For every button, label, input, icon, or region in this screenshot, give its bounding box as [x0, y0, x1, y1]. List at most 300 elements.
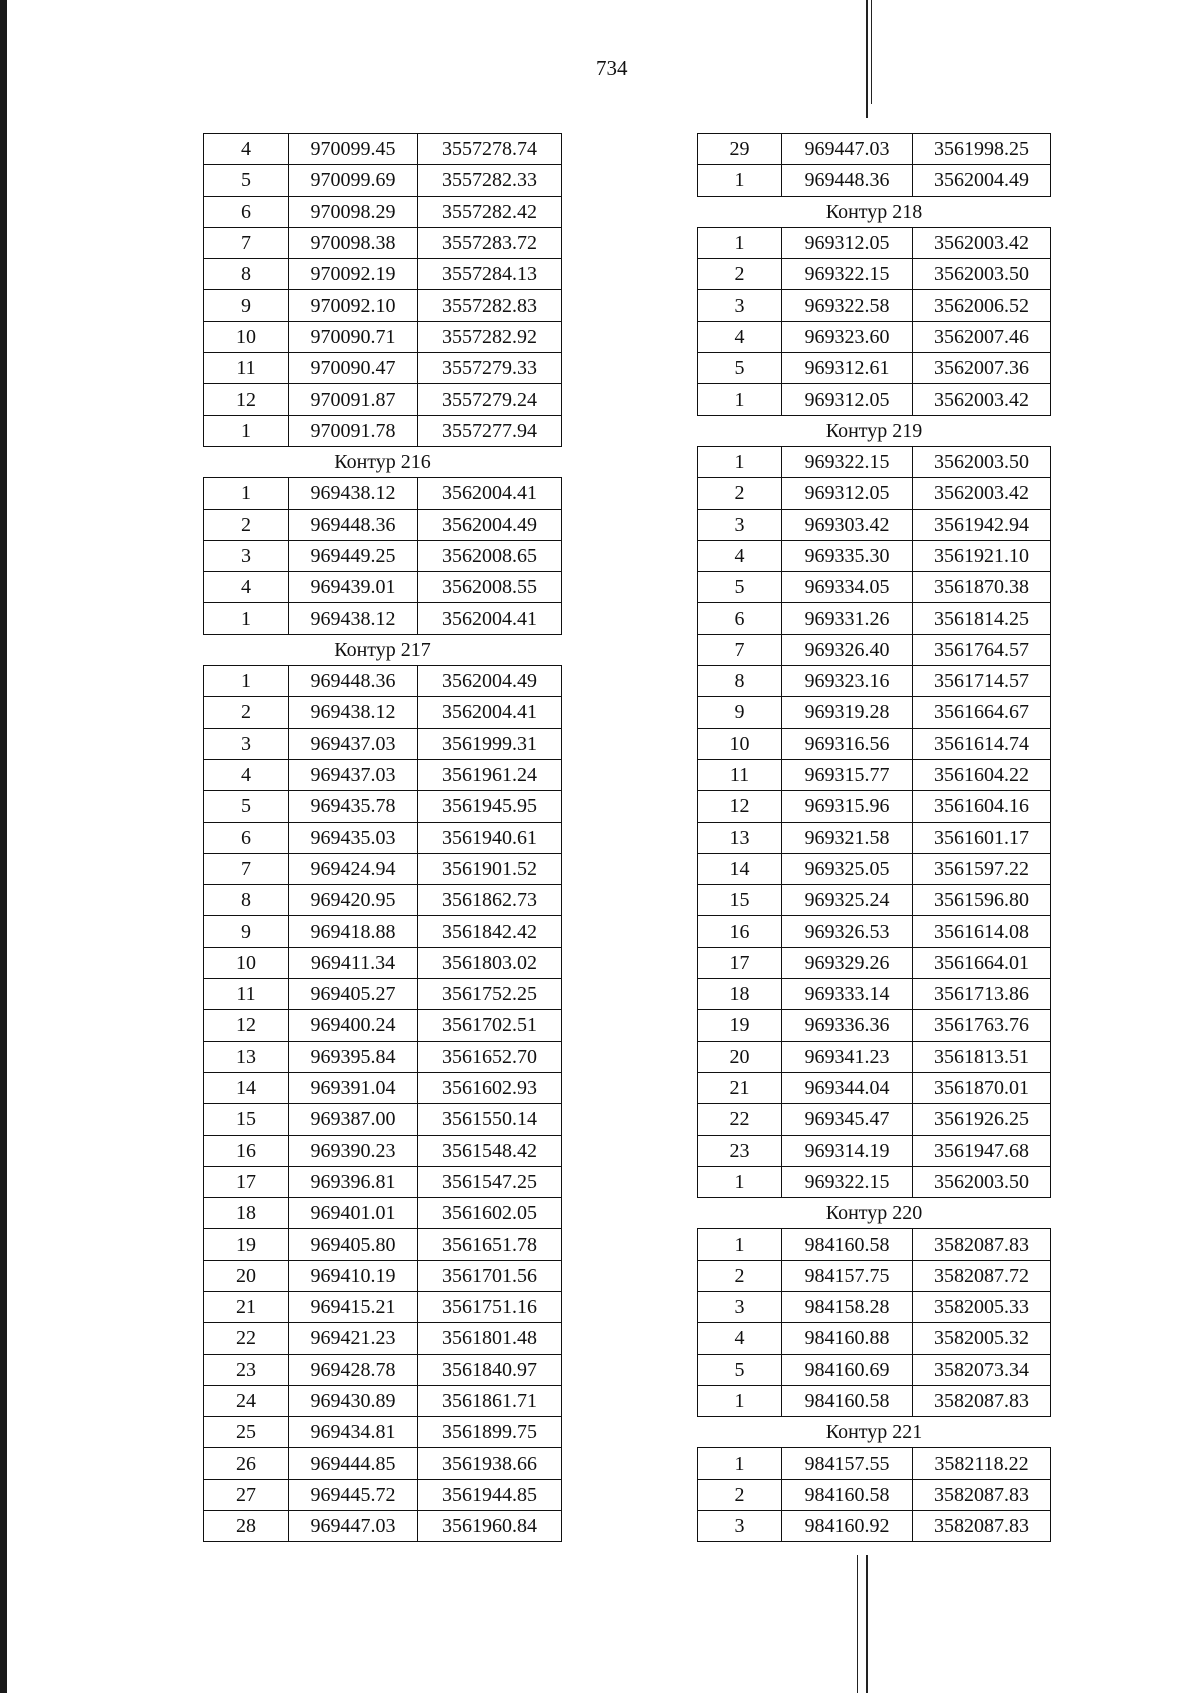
y-coordinate-cell: 3561901.52: [418, 853, 562, 884]
y-coordinate-cell: 3561861.71: [418, 1385, 562, 1416]
table-row: [204, 791, 562, 822]
point-number-cell: 14: [204, 1072, 289, 1103]
y-coordinate-cell: 3562003.50: [913, 1166, 1051, 1197]
table-row: [204, 697, 562, 728]
table-row: [698, 1260, 1051, 1291]
x-coordinate-cell: 970092.10: [289, 290, 418, 321]
contour-label: Контур 216: [204, 446, 562, 477]
point-number-cell: 4: [204, 572, 289, 603]
y-coordinate-cell: 3561651.78: [418, 1229, 562, 1260]
y-coordinate-cell: 3557279.33: [418, 353, 562, 384]
y-coordinate-cell: 3561942.94: [913, 509, 1051, 540]
table-row: [204, 134, 562, 165]
point-number-cell: 12: [204, 384, 289, 415]
x-coordinate-cell: 969344.04: [782, 1072, 913, 1103]
table-row: [698, 1291, 1051, 1322]
x-coordinate-cell: 984157.75: [782, 1260, 913, 1291]
point-number-cell: 10: [204, 947, 289, 978]
table-row: [698, 666, 1051, 697]
point-number-cell: 9: [204, 290, 289, 321]
point-number-cell: 5: [698, 1354, 782, 1385]
table-row: [698, 290, 1051, 321]
table-row: [204, 916, 562, 947]
table-row: [698, 1479, 1051, 1510]
point-number-cell: 12: [204, 1010, 289, 1041]
point-number-cell: 18: [698, 979, 782, 1010]
table-row: [698, 353, 1051, 384]
point-number-cell: 17: [204, 1166, 289, 1197]
x-coordinate-cell: 969396.81: [289, 1166, 418, 1197]
y-coordinate-cell: 3561944.85: [418, 1479, 562, 1510]
table-row: [204, 1041, 562, 1072]
y-coordinate-cell: 3561998.25: [913, 134, 1051, 165]
table-row: [698, 822, 1051, 853]
y-coordinate-cell: 3561945.95: [418, 791, 562, 822]
y-coordinate-cell: 3557279.24: [418, 384, 562, 415]
point-number-cell: 11: [698, 759, 782, 790]
y-coordinate-cell: 3582087.83: [913, 1479, 1051, 1510]
table-row: [204, 290, 562, 321]
y-coordinate-cell: 3561548.42: [418, 1135, 562, 1166]
table-row: [698, 697, 1051, 728]
y-coordinate-cell: 3562003.42: [913, 384, 1051, 415]
y-coordinate-cell: 3582118.22: [913, 1448, 1051, 1479]
point-number-cell: 29: [698, 134, 782, 165]
coordinates-table-right-body: [698, 134, 1051, 1542]
x-coordinate-cell: 969438.12: [289, 697, 418, 728]
y-coordinate-cell: 3557277.94: [418, 415, 562, 446]
table-row: [204, 478, 562, 509]
x-coordinate-cell: 969421.23: [289, 1323, 418, 1354]
binding-mark-top-2: [871, 0, 872, 104]
y-coordinate-cell: 3561602.93: [418, 1072, 562, 1103]
coordinates-table-left: [203, 133, 562, 1542]
y-coordinate-cell: 3561801.48: [418, 1323, 562, 1354]
point-number-cell: 6: [204, 196, 289, 227]
page-number: 734: [596, 56, 628, 80]
x-coordinate-cell: 969447.03: [289, 1511, 418, 1542]
binding-mark-bottom: [857, 1555, 858, 1693]
table-row: [698, 634, 1051, 665]
table-row: [698, 227, 1051, 258]
point-number-cell: 6: [204, 822, 289, 853]
table-row: [698, 728, 1051, 759]
x-coordinate-cell: 984160.69: [782, 1354, 913, 1385]
y-coordinate-cell: 3557284.13: [418, 259, 562, 290]
point-number-cell: 1: [698, 165, 782, 196]
table-row: [698, 384, 1051, 415]
point-number-cell: 3: [204, 728, 289, 759]
coordinates-table-left-body: [204, 134, 562, 1542]
y-coordinate-cell: 3561614.74: [913, 728, 1051, 759]
contour-label: Контур 219: [698, 415, 1051, 446]
point-number-cell: 8: [204, 259, 289, 290]
binding-mark-top: [866, 0, 868, 118]
x-coordinate-cell: 969322.58: [782, 290, 913, 321]
y-coordinate-cell: 3557282.83: [418, 290, 562, 321]
point-number-cell: 9: [204, 916, 289, 947]
table-row: [204, 227, 562, 258]
y-coordinate-cell: 3561862.73: [418, 885, 562, 916]
y-coordinate-cell: 3561940.61: [418, 822, 562, 853]
y-coordinate-cell: 3561596.80: [913, 885, 1051, 916]
table-row: [698, 1448, 1051, 1479]
x-coordinate-cell: 969415.21: [289, 1291, 418, 1322]
point-number-cell: 13: [698, 822, 782, 853]
y-coordinate-cell: 3562003.42: [913, 478, 1051, 509]
point-number-cell: 16: [204, 1135, 289, 1166]
y-coordinate-cell: 3561604.16: [913, 791, 1051, 822]
x-coordinate-cell: 969434.81: [289, 1417, 418, 1448]
point-number-cell: 15: [698, 885, 782, 916]
table-row: [204, 384, 562, 415]
y-coordinate-cell: 3562003.50: [913, 446, 1051, 477]
point-number-cell: 4: [698, 1323, 782, 1354]
point-number-cell: 22: [204, 1323, 289, 1354]
x-coordinate-cell: 969448.36: [782, 165, 913, 196]
x-coordinate-cell: 969418.88: [289, 916, 418, 947]
table-row: [204, 1135, 562, 1166]
y-coordinate-cell: 3562007.36: [913, 353, 1051, 384]
table-row: [698, 947, 1051, 978]
point-number-cell: 7: [204, 853, 289, 884]
contour-header-row: [204, 446, 562, 477]
point-number-cell: 3: [698, 509, 782, 540]
x-coordinate-cell: 969312.05: [782, 478, 913, 509]
contour-header-row: [698, 415, 1051, 446]
point-number-cell: 2: [698, 478, 782, 509]
point-number-cell: 23: [204, 1354, 289, 1385]
y-coordinate-cell: 3561752.25: [418, 979, 562, 1010]
table-row: [698, 603, 1051, 634]
contour-header-row: [204, 634, 562, 665]
point-number-cell: 11: [204, 979, 289, 1010]
table-row: [204, 1323, 562, 1354]
table-row: [204, 822, 562, 853]
point-number-cell: 10: [204, 321, 289, 352]
point-number-cell: 1: [204, 415, 289, 446]
y-coordinate-cell: 3561714.57: [913, 666, 1051, 697]
table-row: [204, 853, 562, 884]
table-row: [698, 791, 1051, 822]
x-coordinate-cell: 969345.47: [782, 1104, 913, 1135]
x-coordinate-cell: 969322.15: [782, 446, 913, 477]
table-row: [204, 1166, 562, 1197]
x-coordinate-cell: 969326.53: [782, 916, 913, 947]
y-coordinate-cell: 3561899.75: [418, 1417, 562, 1448]
table-row: [204, 353, 562, 384]
table-row: [698, 572, 1051, 603]
point-number-cell: 24: [204, 1385, 289, 1416]
y-coordinate-cell: 3557278.74: [418, 134, 562, 165]
table-row: [204, 321, 562, 352]
point-number-cell: 7: [698, 634, 782, 665]
y-coordinate-cell: 3561938.66: [418, 1448, 562, 1479]
y-coordinate-cell: 3557282.92: [418, 321, 562, 352]
y-coordinate-cell: 3562004.49: [418, 509, 562, 540]
table-row: [204, 885, 562, 916]
point-number-cell: 25: [204, 1417, 289, 1448]
table-row: [698, 979, 1051, 1010]
y-coordinate-cell: 3582005.32: [913, 1323, 1051, 1354]
table-row: [204, 1260, 562, 1291]
point-number-cell: 23: [698, 1135, 782, 1166]
table-row: [204, 759, 562, 790]
y-coordinate-cell: 3561764.57: [913, 634, 1051, 665]
scan-edge-bar: [0, 0, 7, 1693]
x-coordinate-cell: 970099.69: [289, 165, 418, 196]
x-coordinate-cell: 969424.94: [289, 853, 418, 884]
table-row: [204, 947, 562, 978]
point-number-cell: 5: [698, 572, 782, 603]
x-coordinate-cell: 969335.30: [782, 540, 913, 571]
table-row: [204, 259, 562, 290]
x-coordinate-cell: 970099.45: [289, 134, 418, 165]
table-row: [204, 1417, 562, 1448]
point-number-cell: 1: [698, 227, 782, 258]
point-number-cell: 2: [204, 509, 289, 540]
y-coordinate-cell: 3582073.34: [913, 1354, 1051, 1385]
point-number-cell: 1: [204, 478, 289, 509]
x-coordinate-cell: 969448.36: [289, 509, 418, 540]
x-coordinate-cell: 969390.23: [289, 1135, 418, 1166]
contour-label: Контур 220: [698, 1198, 1051, 1229]
y-coordinate-cell: 3562004.49: [418, 666, 562, 697]
x-coordinate-cell: 969315.96: [782, 791, 913, 822]
point-number-cell: 2: [698, 1479, 782, 1510]
y-coordinate-cell: 3561842.42: [418, 916, 562, 947]
table-row: [698, 1385, 1051, 1416]
y-coordinate-cell: 3562004.41: [418, 603, 562, 634]
point-number-cell: 1: [698, 1166, 782, 1197]
point-number-cell: 9: [698, 697, 782, 728]
x-coordinate-cell: 969449.25: [289, 540, 418, 571]
table-row: [698, 165, 1051, 196]
y-coordinate-cell: 3557282.33: [418, 165, 562, 196]
x-coordinate-cell: 970090.47: [289, 353, 418, 384]
x-coordinate-cell: 970091.87: [289, 384, 418, 415]
y-coordinate-cell: 3562008.65: [418, 540, 562, 571]
point-number-cell: 14: [698, 853, 782, 884]
x-coordinate-cell: 969387.00: [289, 1104, 418, 1135]
x-coordinate-cell: 969435.78: [289, 791, 418, 822]
table-row: [698, 1135, 1051, 1166]
y-coordinate-cell: 3562004.41: [418, 478, 562, 509]
x-coordinate-cell: 969401.01: [289, 1198, 418, 1229]
table-row: [204, 572, 562, 603]
table-row: [698, 885, 1051, 916]
table-row: [698, 134, 1051, 165]
x-coordinate-cell: 969435.03: [289, 822, 418, 853]
table-row: [698, 259, 1051, 290]
table-row: [698, 1323, 1051, 1354]
y-coordinate-cell: 3561947.68: [913, 1135, 1051, 1166]
contour-header-row: [698, 196, 1051, 227]
y-coordinate-cell: 3582087.83: [913, 1385, 1051, 1416]
point-number-cell: 2: [204, 697, 289, 728]
x-coordinate-cell: 970098.29: [289, 196, 418, 227]
table-row: [204, 540, 562, 571]
table-row: [698, 478, 1051, 509]
point-number-cell: 1: [698, 1229, 782, 1260]
x-coordinate-cell: 969325.05: [782, 853, 913, 884]
x-coordinate-cell: 969331.26: [782, 603, 913, 634]
y-coordinate-cell: 3561664.01: [913, 947, 1051, 978]
point-number-cell: 19: [204, 1229, 289, 1260]
table-row: [204, 1511, 562, 1542]
x-coordinate-cell: 969326.40: [782, 634, 913, 665]
table-row: [698, 1166, 1051, 1197]
y-coordinate-cell: 3561763.76: [913, 1010, 1051, 1041]
point-number-cell: 2: [698, 259, 782, 290]
point-number-cell: 22: [698, 1104, 782, 1135]
table-row: [204, 728, 562, 759]
coordinates-table-right: [697, 133, 1051, 1542]
x-coordinate-cell: 969323.60: [782, 321, 913, 352]
x-coordinate-cell: 984160.58: [782, 1479, 913, 1510]
y-coordinate-cell: 3562004.49: [913, 165, 1051, 196]
point-number-cell: 17: [698, 947, 782, 978]
x-coordinate-cell: 969444.85: [289, 1448, 418, 1479]
table-row: [698, 916, 1051, 947]
point-number-cell: 5: [698, 353, 782, 384]
table-row: [698, 1104, 1051, 1135]
point-number-cell: 4: [204, 759, 289, 790]
x-coordinate-cell: 970090.71: [289, 321, 418, 352]
point-number-cell: 3: [204, 540, 289, 571]
y-coordinate-cell: 3561602.05: [418, 1198, 562, 1229]
x-coordinate-cell: 984160.92: [782, 1511, 913, 1542]
x-coordinate-cell: 969314.19: [782, 1135, 913, 1166]
point-number-cell: 3: [698, 290, 782, 321]
point-number-cell: 1: [698, 384, 782, 415]
y-coordinate-cell: 3582005.33: [913, 1291, 1051, 1322]
table-row: [204, 1010, 562, 1041]
y-coordinate-cell: 3557283.72: [418, 227, 562, 258]
contour-label: Контур 217: [204, 634, 562, 665]
x-coordinate-cell: 969319.28: [782, 697, 913, 728]
x-coordinate-cell: 969411.34: [289, 947, 418, 978]
x-coordinate-cell: 969400.24: [289, 1010, 418, 1041]
y-coordinate-cell: 3561814.25: [913, 603, 1051, 634]
y-coordinate-cell: 3561999.31: [418, 728, 562, 759]
y-coordinate-cell: 3561701.56: [418, 1260, 562, 1291]
y-coordinate-cell: 3561597.22: [913, 853, 1051, 884]
point-number-cell: 4: [204, 134, 289, 165]
y-coordinate-cell: 3561961.24: [418, 759, 562, 790]
y-coordinate-cell: 3561803.02: [418, 947, 562, 978]
table-row: [698, 853, 1051, 884]
y-coordinate-cell: 3562003.42: [913, 227, 1051, 258]
x-coordinate-cell: 984160.58: [782, 1229, 913, 1260]
point-number-cell: 5: [204, 165, 289, 196]
point-number-cell: 4: [698, 540, 782, 571]
point-number-cell: 3: [698, 1511, 782, 1542]
point-number-cell: 28: [204, 1511, 289, 1542]
x-coordinate-cell: 969405.27: [289, 979, 418, 1010]
table-row: [204, 1291, 562, 1322]
y-coordinate-cell: 3562008.55: [418, 572, 562, 603]
y-coordinate-cell: 3562004.41: [418, 697, 562, 728]
table-row: [204, 165, 562, 196]
point-number-cell: 21: [698, 1072, 782, 1103]
point-number-cell: 10: [698, 728, 782, 759]
y-coordinate-cell: 3561652.70: [418, 1041, 562, 1072]
y-coordinate-cell: 3561702.51: [418, 1010, 562, 1041]
x-coordinate-cell: 969395.84: [289, 1041, 418, 1072]
x-coordinate-cell: 969437.03: [289, 759, 418, 790]
x-coordinate-cell: 969341.23: [782, 1041, 913, 1072]
table-row: [698, 1354, 1051, 1385]
point-number-cell: 7: [204, 227, 289, 258]
table-row: [204, 603, 562, 634]
point-number-cell: 6: [698, 603, 782, 634]
table-row: [698, 1511, 1051, 1542]
x-coordinate-cell: 969325.24: [782, 885, 913, 916]
table-row: [698, 1010, 1051, 1041]
contour-label: Контур 221: [698, 1417, 1051, 1448]
point-number-cell: 1: [698, 1448, 782, 1479]
x-coordinate-cell: 969437.03: [289, 728, 418, 759]
point-number-cell: 8: [698, 666, 782, 697]
contour-header-row: [698, 1417, 1051, 1448]
x-coordinate-cell: 984157.55: [782, 1448, 913, 1479]
y-coordinate-cell: 3561921.10: [913, 540, 1051, 571]
table-row: [698, 1229, 1051, 1260]
x-coordinate-cell: 970098.38: [289, 227, 418, 258]
point-number-cell: 5: [204, 791, 289, 822]
y-coordinate-cell: 3582087.72: [913, 1260, 1051, 1291]
point-number-cell: 1: [204, 603, 289, 634]
point-number-cell: 1: [698, 446, 782, 477]
x-coordinate-cell: 969405.80: [289, 1229, 418, 1260]
y-coordinate-cell: 3561604.22: [913, 759, 1051, 790]
x-coordinate-cell: 970092.19: [289, 259, 418, 290]
y-coordinate-cell: 3561751.16: [418, 1291, 562, 1322]
table-row: [204, 1072, 562, 1103]
table-row: [204, 509, 562, 540]
x-coordinate-cell: 969447.03: [782, 134, 913, 165]
table-row: [698, 540, 1051, 571]
x-coordinate-cell: 969312.05: [782, 227, 913, 258]
y-coordinate-cell: 3582087.83: [913, 1229, 1051, 1260]
table-row: [204, 1354, 562, 1385]
y-coordinate-cell: 3561870.38: [913, 572, 1051, 603]
point-number-cell: 26: [204, 1448, 289, 1479]
y-coordinate-cell: 3557282.42: [418, 196, 562, 227]
x-coordinate-cell: 984158.28: [782, 1291, 913, 1322]
x-coordinate-cell: 969316.56: [782, 728, 913, 759]
x-coordinate-cell: 969410.19: [289, 1260, 418, 1291]
y-coordinate-cell: 3561614.08: [913, 916, 1051, 947]
table-row: [698, 509, 1051, 540]
table-row: [204, 1104, 562, 1135]
y-coordinate-cell: 3561547.25: [418, 1166, 562, 1197]
x-coordinate-cell: 969391.04: [289, 1072, 418, 1103]
table-row: [698, 321, 1051, 352]
x-coordinate-cell: 969323.16: [782, 666, 913, 697]
binding-mark-bottom-2: [866, 1555, 868, 1693]
table-row: [698, 1041, 1051, 1072]
point-number-cell: 20: [698, 1041, 782, 1072]
point-number-cell: 1: [204, 666, 289, 697]
x-coordinate-cell: 969312.05: [782, 384, 913, 415]
point-number-cell: 15: [204, 1104, 289, 1135]
table-row: [204, 415, 562, 446]
x-coordinate-cell: 984160.88: [782, 1323, 913, 1354]
point-number-cell: 11: [204, 353, 289, 384]
x-coordinate-cell: 969336.36: [782, 1010, 913, 1041]
